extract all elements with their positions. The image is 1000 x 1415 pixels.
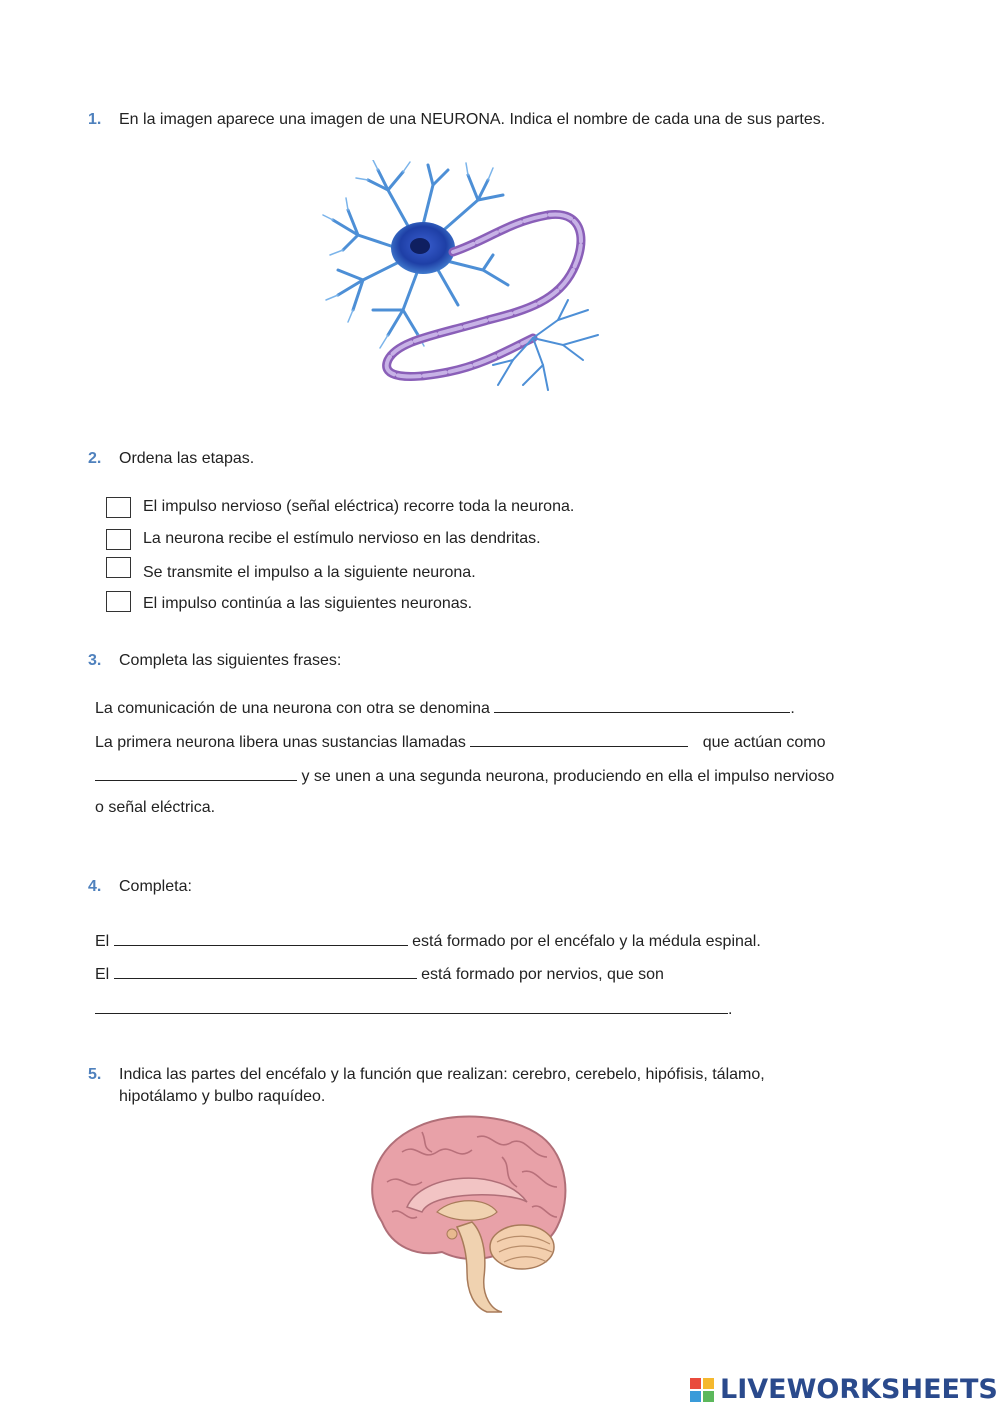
question-3-text: Completa las siguientes frases: [119,652,342,669]
question-5-text-line-1: Indica las partes del encéfalo y la función que realizan: cerebro, cerebelo, hipófisis, tálamo, [119,1066,765,1083]
question-4-text: Completa: [119,878,192,895]
q4-blank-1[interactable] [114,930,408,946]
q4-line-2-text: El [95,966,110,983]
question-1-text: En la imagen aparece una imagen de una NEURONA. Indica el nombre de cada una de sus partes. [119,111,826,128]
q3-line-3-text: y se unen a una segunda neurona, produciendo en ella el impulso nervioso [301,768,835,785]
order-input-box[interactable] [106,557,131,578]
q3-line-2-text: La primera neurona libera unas sustancias llamadas [95,734,466,751]
q4-line-1 [95,930,761,951]
order-input-box[interactable] [106,591,131,612]
question-4-number: 4. [88,878,102,895]
q3-line-3 [95,765,834,786]
q3-line-1 [95,697,795,718]
order-input-box[interactable] [106,497,131,518]
q4-line-3-end: . [728,1001,733,1018]
q4-line-3 [95,998,732,1019]
order-item-label: La neurona recibe el estímulo nervioso en las dendritas. [143,530,541,547]
liveworksheets-logo-mark [690,1378,714,1402]
question-5-number: 5. [88,1066,102,1083]
q4-line-2-text-b: está formado por nervios, que son [421,966,664,983]
q3-line-1-end: . [790,700,795,717]
question-2-number: 2. [88,450,102,467]
q3-blank-2[interactable] [470,731,688,747]
q3-line-2-text-b: que actúan como [702,734,826,751]
q4-line-1-text-b: está formado por el encéfalo y la médula espinal. [412,933,761,950]
order-item-label: El impulso nervioso (señal eléctrica) recorre toda la neurona. [143,498,575,515]
order-input-box[interactable] [106,529,131,550]
q4-line-1-text: El [95,933,110,950]
order-item-label: Se transmite el impulso a la siguiente neurona. [143,564,476,581]
liveworksheets-logo-text: LIVEWORKSHEETS [720,1374,998,1405]
q3-line-4: o señal eléctrica. [95,799,216,816]
q4-blank-3[interactable] [95,998,728,1014]
question-5-text-line-2: hipotálamo y bulbo raquídeo. [119,1088,326,1105]
question-3-number: 3. [88,652,102,669]
brain-illustration [362,1112,572,1317]
q3-line-1-text: La comunicación de una neurona con otra se denomina [95,700,490,717]
q3-blank-3[interactable] [95,765,297,781]
neuron-illustration [318,160,618,410]
q4-blank-2[interactable] [114,963,417,979]
q4-line-2 [95,963,664,984]
question-1-number: 1. [88,111,102,128]
order-item-label: El impulso continúa a las siguientes neuronas. [143,595,473,612]
q3-blank-1[interactable] [494,697,790,713]
q3-line-2 [95,731,826,752]
question-2-text: Ordena las etapas. [119,450,255,467]
